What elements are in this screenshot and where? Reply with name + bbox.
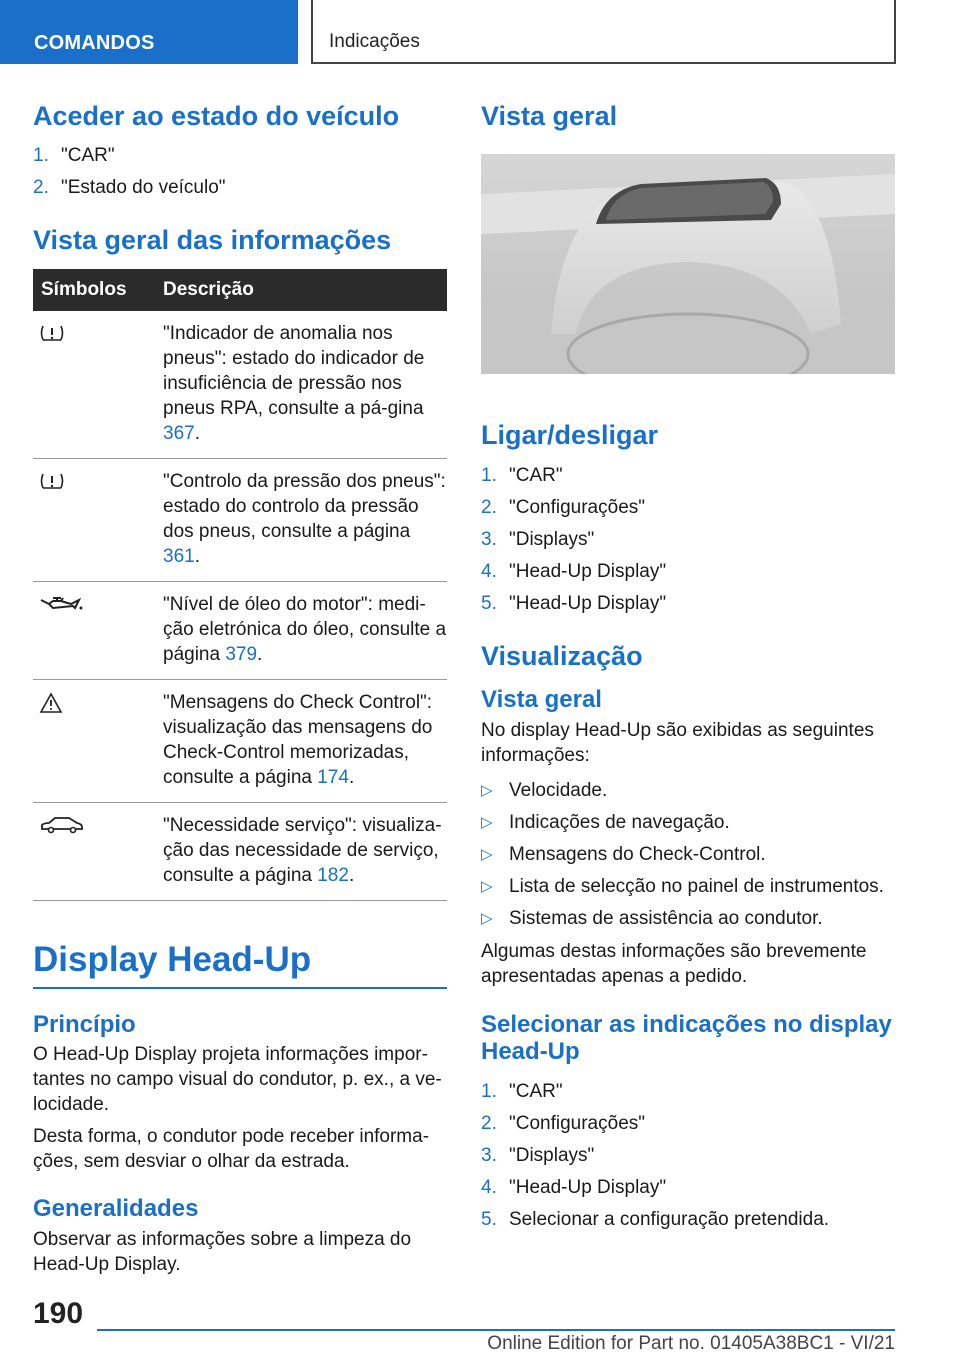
page-link[interactable]: 174	[317, 766, 349, 788]
right-column	[481, 100, 895, 1256]
section-title-display: Visualização	[481, 640, 643, 671]
subsection-title-select: Selecionar as indicações no display Head-Up	[481, 1010, 892, 1066]
list-item: ▷ Indicações de navegação.	[481, 811, 730, 833]
table-row: "Mensagens do Check Control": visualização das mensagens do Check-Control memorizadas, consulte a página 174.	[33, 680, 447, 803]
page-link[interactable]: 361	[163, 545, 195, 567]
table-row: "Controlo da pressão dos pneus": estado do controlo da pressão dos pneus, consulte a página 361.	[33, 459, 447, 582]
page-number: 190	[33, 1297, 84, 1330]
list-item: ▷ Velocidade.	[481, 779, 608, 801]
page-link[interactable]: 182	[317, 864, 349, 886]
page-link[interactable]: 367	[163, 422, 195, 444]
tire-warning-icon	[33, 321, 163, 446]
principle-paragraph-2: Desta forma, o condutor pode receber informa-ções, sem desviar o olhar da estrada.	[33, 1126, 430, 1173]
chapter-title-hud: Display Head-Up	[33, 939, 447, 989]
list-item: ▷ Lista de selecção no painel de instrumentos.	[481, 875, 884, 897]
list-item: 3. "Displays"	[481, 1144, 595, 1166]
warning-triangle-icon	[33, 690, 163, 790]
footer-divider	[97, 1329, 895, 1331]
table-header	[33, 269, 447, 311]
list-item: 1. "CAR"	[33, 145, 115, 167]
select-steps	[481, 1076, 895, 1236]
list-item: ▷ Mensagens do Check-Control.	[481, 843, 766, 865]
section-title-vehicle-status: Aceder ao estado do veículo	[33, 101, 400, 131]
hud-photo	[481, 154, 895, 374]
section-title-overview: Vista geral	[481, 101, 618, 131]
table-row: "Necessidade serviço": visualiza-ção das necessidade de serviço, consulte a página 182.	[33, 803, 447, 901]
display-paragraph-2: Algumas destas informações são brevemente apresentadas apenas a pedido.	[481, 940, 867, 987]
vehicle-status-steps	[33, 140, 447, 204]
list-item: 2. "Estado do veículo"	[33, 177, 226, 199]
list-item: 3. "Displays"	[481, 528, 595, 550]
table-row: "Nível de óleo do motor": medi-ção eletrónica do óleo, consulte a página 379.	[33, 582, 447, 680]
onoff-steps	[481, 460, 895, 620]
section-title-onoff: Ligar/desligar	[481, 420, 659, 451]
oil-can-icon	[33, 592, 163, 667]
display-items	[481, 775, 895, 935]
header-title: Indicações	[329, 31, 420, 52]
list-item: ▷ Sistemas de assistência ao condutor.	[481, 907, 823, 929]
list-item: 2. "Configurações"	[481, 496, 646, 518]
subsection-title-general: Generalidades	[33, 1195, 199, 1223]
list-item: 1. "CAR"	[481, 1080, 563, 1102]
list-item: 5. Selecionar a configuração pretendida.	[481, 1208, 830, 1230]
principle-paragraph-1: O Head-Up Display projeta informações impor-tantes no campo visual do condutor, p. ex., a ve-locidade.	[33, 1044, 442, 1116]
edition-text: Online Edition for Part no. 01405A38BC1 - VI/21	[487, 1333, 895, 1354]
page-link[interactable]: 379	[225, 643, 258, 665]
list-item: 5. "Head-Up Display"	[481, 592, 667, 614]
section-tab: COMANDOS	[0, 0, 298, 64]
subsection-title-display-overview: Vista geral	[481, 686, 602, 714]
list-item: 4. "Head-Up Display"	[481, 1176, 667, 1198]
section-title-info-overview: Vista geral das informações	[33, 225, 392, 256]
list-item: 1. "CAR"	[481, 464, 563, 486]
header-box	[311, 0, 896, 64]
general-paragraph: Observar as informações sobre a limpeza do Head-Up Display.	[33, 1228, 412, 1275]
col-description: Descrição	[163, 278, 254, 300]
table-row: "Indicador de anomalia nos pneus": estado do indicador de insuficiência de pressão nos pneus RPA, consulte a pá-gina 367.	[33, 311, 447, 459]
display-paragraph: No display Head-Up são exibidas as seguintes informações:	[481, 719, 874, 766]
subsection-title-principle: Princípio	[33, 1010, 136, 1038]
list-item: 4. "Head-Up Display"	[481, 560, 667, 582]
col-symbols: Símbolos	[41, 278, 127, 300]
left-column	[33, 100, 447, 1284]
car-service-icon	[33, 813, 163, 888]
list-item: 2. "Configurações"	[481, 1112, 646, 1134]
tire-pressure-icon	[33, 469, 163, 569]
